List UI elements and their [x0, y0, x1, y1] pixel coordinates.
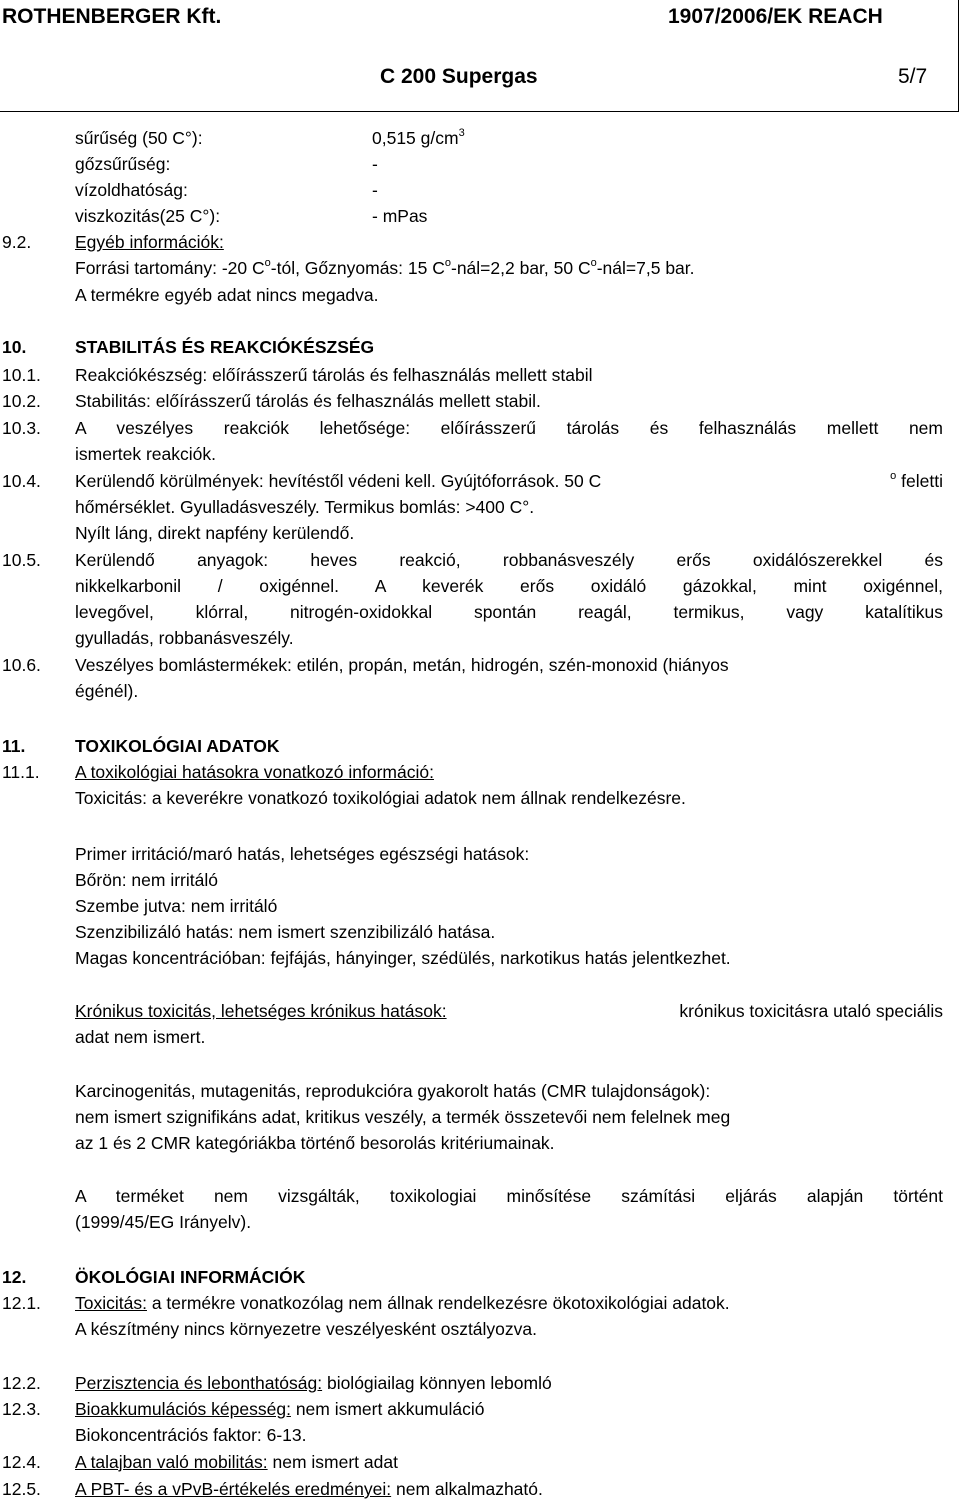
- regulation-reference: 1907/2006/EK REACH: [668, 5, 883, 28]
- paragraph-text: Toxicitás: a keverékre vonatkozó toxikológiai adatok nem állnak rendelkezésre.: [75, 788, 686, 808]
- density-value: 0,515 $g/cm^3$: [372, 127, 465, 148]
- paragraph-text: Veszélyes bomlástermékek: etilén, propán, metán, hidrogén, szén-monoxid (hiányos: [75, 655, 729, 675]
- paragraph-text: gyulladás, robbanásveszély.: [75, 628, 294, 648]
- paragraph-text: nem ismert szignifikáns adat, kritikus veszély, a termék összetevői nem felelnek meg: [75, 1107, 731, 1127]
- paragraph-text: Perzisztencia és lebonthatóság: biológiailag könnyen lebomló: [75, 1373, 552, 1393]
- paragraph-text: (1999/45/EG Irányelv).: [75, 1212, 252, 1232]
- product-name: C 200 Supergas: [380, 65, 538, 88]
- paragraph-text: A készítmény nincs környezetre veszélyesként osztályozva.: [75, 1319, 538, 1339]
- paragraph-text: Biokoncentrációs faktor: 6-13.: [75, 1425, 307, 1445]
- water-solubility-value: -: [372, 180, 378, 200]
- paragraph-text: Primer irritáció/maró hatás, lehetséges egészségi hatások:: [75, 844, 530, 864]
- subsection-number: 10.1.: [2, 365, 41, 385]
- paragraph-text: Toxicitás: a termékre vonatkozólag nem állnak rendelkezésre ökotoxikológiai adatok.: [75, 1293, 730, 1313]
- subsection-number: 12.4.: [2, 1452, 41, 1472]
- paragraph-text: Reakciókészség: előírásszerű tárolás és felhasználás mellett stabil: [75, 365, 593, 385]
- section-number: 10.: [2, 337, 27, 357]
- paragraph-text: A PBT- és a vPvB-értékelés eredményei: nem alkalmazható.: [75, 1479, 543, 1499]
- paragraph-text: Nyílt láng, direkt napfény kerülendő.: [75, 523, 355, 543]
- paragraph-text: Magas koncentrációban: fejfájás, hányinger, szédülés, narkotikus hatás jelentkezhet.: [75, 948, 731, 968]
- page-number: 5/7: [898, 65, 928, 88]
- subsection-number: 12.1.: [2, 1293, 41, 1313]
- water-solubility-label: vízoldhatóság:: [75, 180, 188, 200]
- paragraph-text: Bioakkumulációs képesség: nem ismert akkumuláció: [75, 1399, 485, 1419]
- density-label: sűrűség (50 C°):: [75, 128, 203, 148]
- subsection-number: 10.6.: [2, 655, 41, 675]
- vapor-density-value: -: [372, 154, 378, 174]
- paragraph-text: Kerülendő anyagok: heves reakció, robbanásveszély erős oxidálószerekkel és: [75, 550, 943, 570]
- vapor-density-label: gőzsűrűség:: [75, 154, 171, 174]
- paragraph-text: Kerülendő körülmények: hevítéstől védeni kell. Gyújtóforrások. 50 C $^o$ feletti: [75, 470, 943, 491]
- viscosity-label: viszkozitás(25 C°):: [75, 206, 221, 226]
- section-title: ÖKOLÓGIAI INFORMÁCIÓK: [75, 1267, 306, 1287]
- paragraph-text: Stabilitás: előírásszerű tárolás és felhasználás mellett stabil.: [75, 391, 541, 411]
- subsection-title: A toxikológiai hatásokra vonatkozó információ:: [75, 762, 434, 782]
- paragraph-text: levegővel, klórral, nitrogén-oxidokkal spontán reagál, termikus, vagy katalítikus: [75, 602, 943, 622]
- viscosity-value: - mPas: [372, 206, 428, 226]
- paragraph-text: Karcinogenitás, mutagenitás, reprodukcióra gyakorolt hatás (CMR tulajdonságok):: [75, 1081, 711, 1101]
- paragraph-text: az 1 és 2 CMR kategóriákba történő besorolás kritériumainak.: [75, 1133, 555, 1153]
- paragraph-text: hőmérséklet. Gyulladásveszély. Termikus bomlás: >400 C°.: [75, 497, 535, 517]
- paragraph-text: Bőrön: nem irritáló: [75, 870, 218, 890]
- paragraph-text: adat nem ismert.: [75, 1027, 206, 1047]
- document-header: [0, 0, 959, 112]
- subsection-number: 10.5.: [2, 550, 41, 570]
- subsection-number: 10.2.: [2, 391, 41, 411]
- section-number: 9.2.: [2, 232, 32, 252]
- paragraph-text: A terméket nem vizsgálták, toxikologiai minősítése számítási eljárás alapján történt: [75, 1186, 943, 1206]
- subsection-number: 12.3.: [2, 1399, 41, 1419]
- paragraph-text: Szembe jutva: nem irritáló: [75, 896, 278, 916]
- subsection-number: 12.5.: [2, 1479, 41, 1499]
- paragraph-text: Szenzibilizáló hatás: nem ismert szenzibilizáló hatása.: [75, 922, 496, 942]
- boiling-range-text: Forrási tartomány: -20 $C^o$-tól, Gőznyomás: 15 $C^o-nál=2,2$ bar, 50 $C^o-nál=7,5$ bar.: [75, 257, 695, 278]
- subsection-number: 12.2.: [2, 1373, 41, 1393]
- section-title: Egyéb információk:: [75, 232, 224, 252]
- section-title: TOXIKOLÓGIAI ADATOK: [75, 736, 280, 756]
- section-title: STABILITÁS ÉS REAKCIÓKÉSZSÉG: [75, 337, 375, 357]
- paragraph-text: A termékre egyéb adat nincs megadva.: [75, 285, 379, 305]
- paragraph-text: égénél).: [75, 681, 139, 701]
- paragraph-text: nikkelkarbonil / oxigénnel. A keverék erős oxidáló gázokkal, mint oxigénnel,: [75, 576, 943, 596]
- subsection-number: 11.1.: [2, 762, 40, 782]
- paragraph-text: Krónikus toxicitás, lehetséges krónikus hatások: krónikus toxicitásra utaló speciális: [75, 1001, 943, 1021]
- paragraph-text: ismertek reakciók.: [75, 444, 217, 464]
- section-number: 11.: [2, 736, 26, 756]
- subsection-number: 10.4.: [2, 471, 41, 491]
- section-number: 12.: [2, 1267, 27, 1287]
- paragraph-text: A veszélyes reakciók lehetősége: előírásszerű tárolás és felhasználás mellett nem: [75, 418, 943, 438]
- subsection-number: 10.3.: [2, 418, 41, 438]
- paragraph-text: A talajban való mobilitás: nem ismert adat: [75, 1452, 398, 1472]
- company-name: ROTHENBERGER Kft.: [2, 5, 222, 28]
